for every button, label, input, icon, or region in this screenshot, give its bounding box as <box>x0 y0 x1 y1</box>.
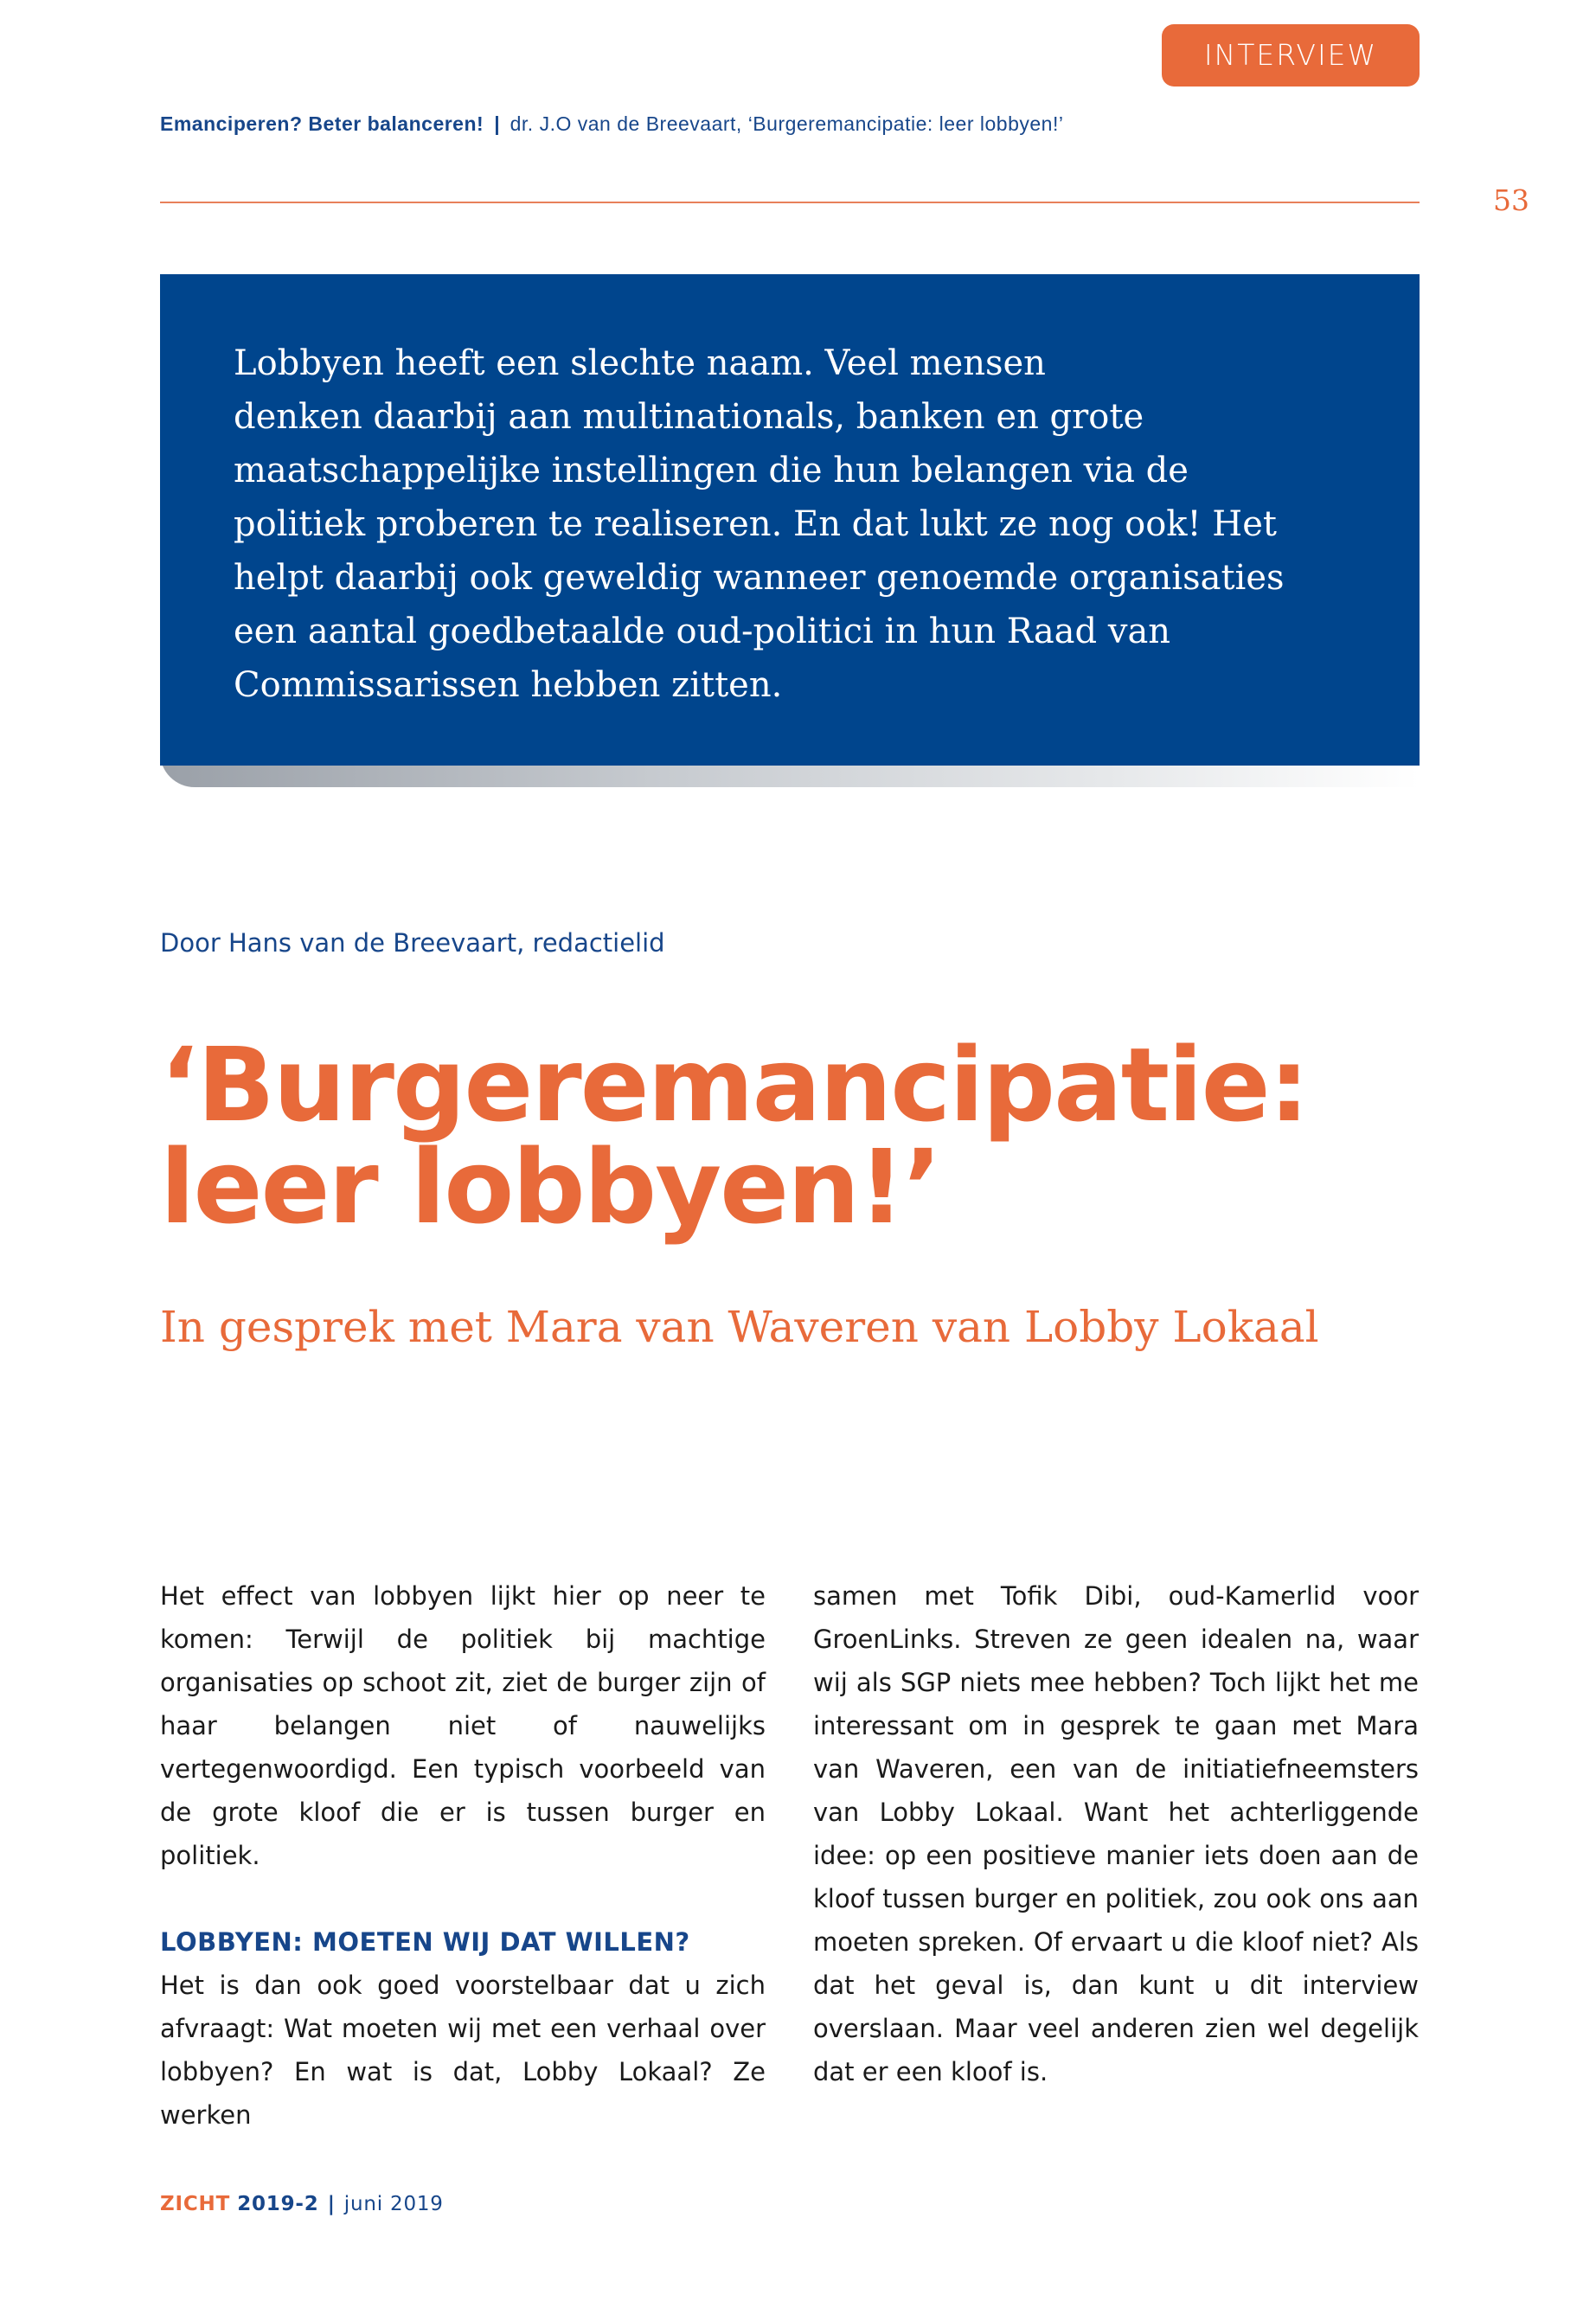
intro-line: een aantal goedbetaalde oud-politici in hun Raad van <box>234 612 1171 651</box>
intro-line: helpt daarbij ook geweldig wanneer genoemde organisaties <box>234 558 1285 598</box>
intro-text <box>234 336 1358 712</box>
section-tab: INTERVIEW <box>1162 24 1420 87</box>
article-title-line-1: ‘Burgeremancipatie: <box>160 1025 1308 1144</box>
footer-brand: ZICHT <box>160 2193 231 2215</box>
running-header-title: Emanciperen? Beter balanceren! <box>160 112 484 135</box>
article-title-line-2: leer lobbyen!’ <box>160 1127 940 1247</box>
section-heading: LOBBYEN: MOETEN WIJ DAT WILLEN? <box>160 1927 690 1957</box>
header-divider <box>160 202 1420 203</box>
body-column-right <box>813 1574 1419 2093</box>
footer-date: juni 2019 <box>343 2193 444 2215</box>
body-column-left <box>160 1574 766 2137</box>
page-number: 53 <box>1493 183 1529 217</box>
intro-line: Lobbyen heeft een slechte naam. Veel mensen <box>234 343 1046 383</box>
article-subtitle: In gesprek met Mara van Waveren van Lobby Lokaal <box>160 1302 1319 1352</box>
body-paragraph: Het is dan ook goed voorstelbaar dat u zich afvraagt: Wat moeten wij met een verhaal over lobbyen? En wat is dat, Lobby Lokaal? Ze werken <box>160 1971 766 2130</box>
footer-issue: 2019-2 <box>237 2193 319 2215</box>
running-header <box>160 112 1063 136</box>
byline: Door Hans van de Breevaart, redactielid <box>160 928 665 958</box>
body-paragraph: samen met Tofik Dibi, oud-Kamerlid voor GroenLinks. Streven ze geen idealen na, waar wij als SGP niets mee hebben? Toch lijkt het me interessant om in gesprek te gaan met Mara van Waveren, een van de initiatiefneemsters van Lobby Lokaal. Want het achterliggende idee: op een positieve manier iets doen aan de kloof tussen burger en politiek, zou ook ons aan moeten spreken. Of ervaart u die kloof niet? Als dat het geval is, dan kunt u dit interview overslaan. Maar veel anderen zien wel degelijk dat er een kloof is. <box>813 1581 1419 2086</box>
article-title <box>160 1025 1458 1247</box>
intro-line: politiek proberen te realiseren. En dat lukt ze nog ook! Het <box>234 504 1277 544</box>
footer <box>160 2193 444 2215</box>
intro-box <box>160 274 1420 766</box>
running-header-reference: dr. J.O van de Breevaart, ‘Burgeremancipatie: leer lobbyen!’ <box>510 112 1064 135</box>
body-paragraph: Het effect van lobbyen lijkt hier op neer te komen: Terwijl de politiek bij machtige organisaties op schoot zit, ziet de burger zijn of haar belangen niet of nauwelijks vertegenwoordigd. Een typisch voorbeeld van de grote kloof die er is tussen burger en politiek. <box>160 1581 766 1870</box>
intro-line: denken daarbij aan multinationals, banken en grote <box>234 397 1144 437</box>
intro-line: maatschappelijke instellingen die hun belangen via de <box>234 451 1189 490</box>
footer-separator: | <box>327 2193 336 2215</box>
running-header-separator: | <box>494 112 500 135</box>
intro-line: Commissarissen hebben zitten. <box>234 665 783 705</box>
